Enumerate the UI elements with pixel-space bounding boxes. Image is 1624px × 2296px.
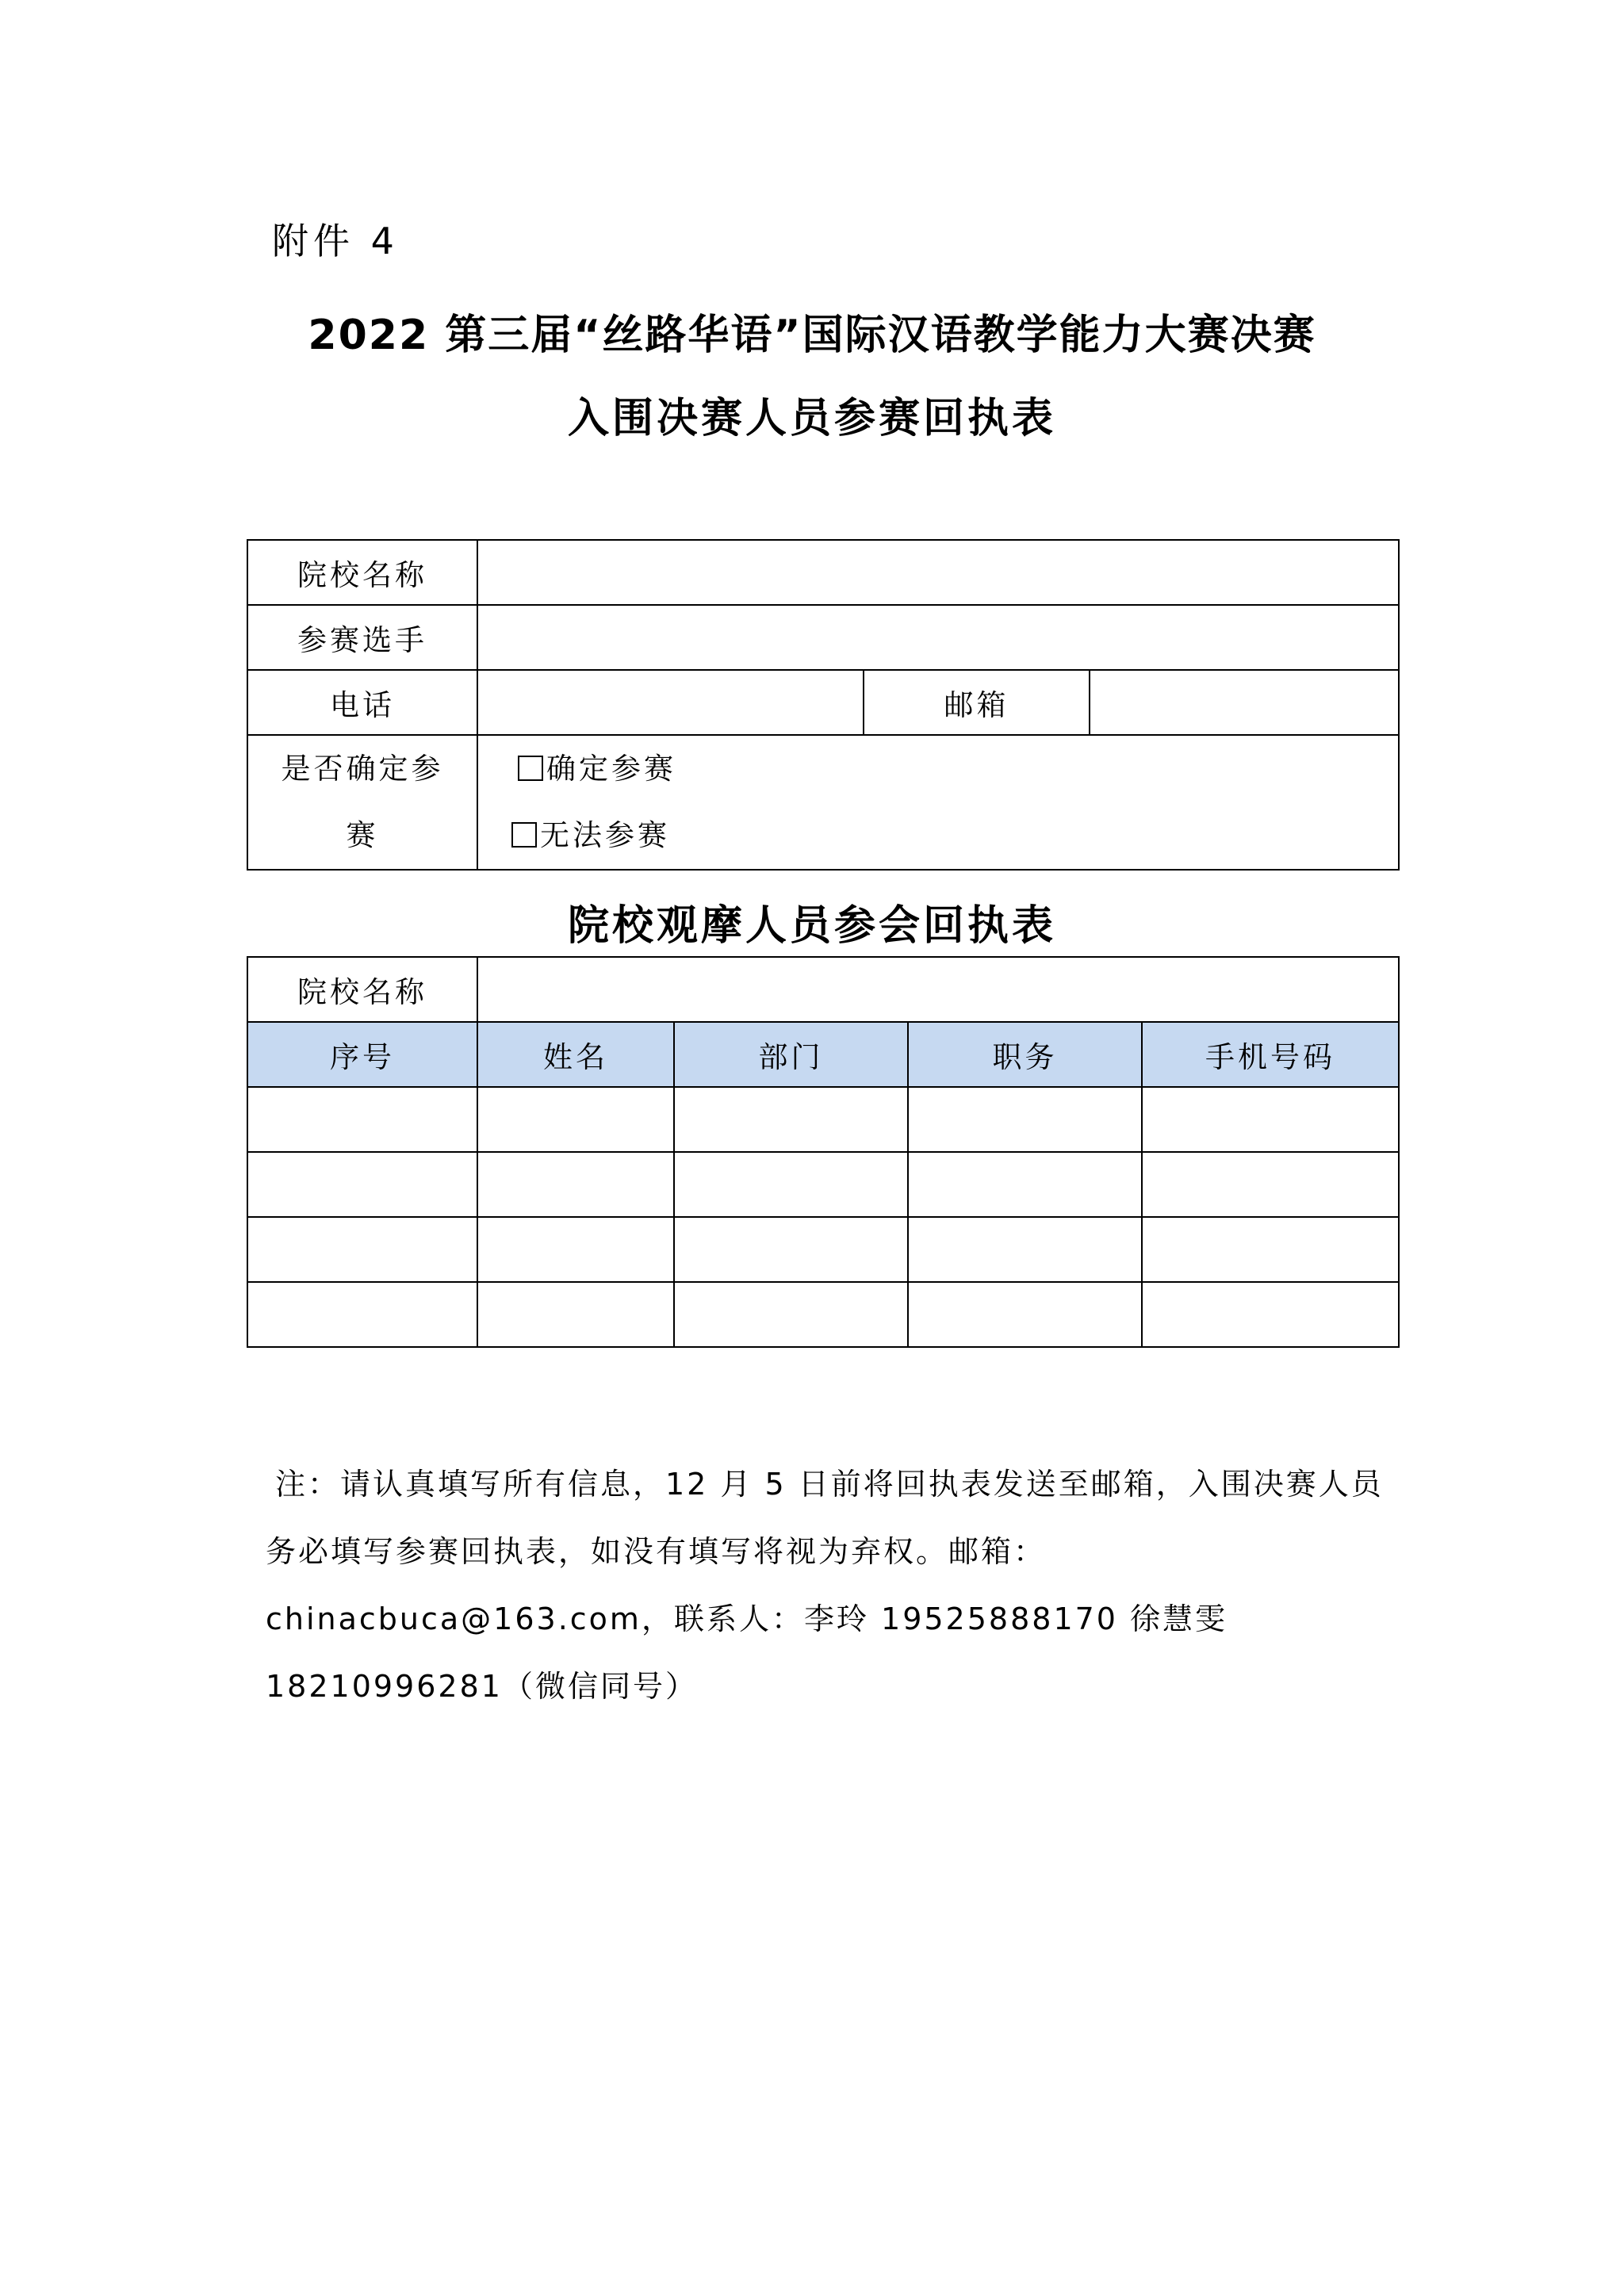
note-paragraph: 注：请认真填写所有信息，12 月 5 日前将回执表发送至邮箱，入围决赛人员务必填写参赛回执表，如没有填写将视为弃权。邮箱：chinacbuca@163.com，联系人：李玲 19525888170 徐慧雯 18210996281（微信同号）	[266, 1467, 1384, 1704]
table-cell[interactable]	[908, 1152, 1142, 1217]
school-name-field[interactable]	[477, 540, 1399, 605]
table-cell[interactable]	[477, 1282, 674, 1347]
phone-label: 电话	[247, 670, 477, 735]
column-header: 职务	[908, 1022, 1142, 1087]
table-row	[247, 1087, 1399, 1152]
table-cell[interactable]	[674, 1217, 908, 1282]
option-decline[interactable]	[478, 802, 1398, 869]
table-cell[interactable]	[908, 1087, 1142, 1152]
table-row	[247, 1282, 1399, 1347]
confirm-participation-label: 是否确定参赛	[247, 735, 477, 870]
email-field[interactable]	[1090, 670, 1399, 735]
contestant-field[interactable]	[477, 605, 1399, 670]
attachment-label: 附件 4	[272, 220, 399, 262]
form2-title: 院校观摩人员参会回执表	[567, 902, 1056, 950]
page-title: 2022 第三届“丝路华语”国际汉语教学能力大赛决赛	[308, 312, 1316, 359]
table-cell[interactable]	[908, 1217, 1142, 1282]
finalist-form	[247, 539, 1400, 871]
confirm-options	[477, 735, 1399, 870]
table-cell[interactable]	[247, 1152, 477, 1217]
column-header: 部门	[674, 1022, 908, 1087]
option-confirm-label: 确定参赛	[546, 752, 676, 786]
option-decline-label: 无法参赛	[540, 818, 670, 852]
contestant-label: 参赛选手	[247, 605, 477, 670]
table-cell[interactable]	[1142, 1217, 1399, 1282]
checkbox-icon[interactable]	[511, 822, 537, 848]
school-name-label: 院校名称	[247, 540, 477, 605]
table-cell[interactable]	[674, 1282, 908, 1347]
table-cell[interactable]	[247, 1217, 477, 1282]
column-header: 序号	[247, 1022, 477, 1087]
observer-school-field[interactable]	[477, 957, 1399, 1022]
table-row	[247, 1217, 1399, 1282]
form1-title: 入围决赛人员参赛回执表	[567, 395, 1056, 442]
table-cell[interactable]	[674, 1087, 908, 1152]
table-cell[interactable]	[1142, 1282, 1399, 1347]
table-cell[interactable]	[247, 1087, 477, 1152]
table-cell[interactable]	[1142, 1152, 1399, 1217]
table-cell[interactable]	[1142, 1087, 1399, 1152]
observer-school-label: 院校名称	[247, 957, 477, 1022]
table-cell[interactable]	[908, 1282, 1142, 1347]
table-cell[interactable]	[477, 1087, 674, 1152]
email-label: 邮箱	[864, 670, 1090, 735]
column-header: 姓名	[477, 1022, 674, 1087]
table-row	[247, 1152, 1399, 1217]
table-cell[interactable]	[247, 1282, 477, 1347]
table-header-row	[247, 1022, 1399, 1087]
checkbox-icon[interactable]	[518, 756, 543, 781]
observer-form	[247, 956, 1400, 1348]
table-cell[interactable]	[674, 1152, 908, 1217]
phone-field[interactable]	[477, 670, 864, 735]
column-header: 手机号码	[1142, 1022, 1399, 1087]
option-confirm[interactable]	[478, 736, 1398, 802]
table-cell[interactable]	[477, 1152, 674, 1217]
table-cell[interactable]	[477, 1217, 674, 1282]
